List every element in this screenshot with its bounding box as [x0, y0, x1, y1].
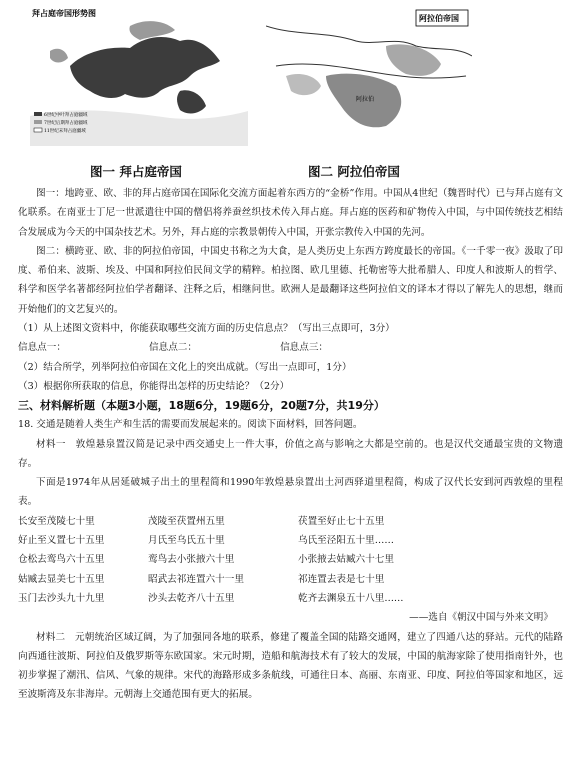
route-cell: 茂陵至茯置州五里: [148, 515, 225, 527]
route-cell: 乌氏至泾阳五十里……: [298, 535, 394, 547]
route-cell: 月氏至乌氏五十里: [148, 535, 225, 547]
info-point-3: 信息点三：: [280, 342, 329, 354]
route-cell: 昭武去祁连置六十一里: [148, 573, 244, 585]
route-cell: 长安至茂陵七十里: [18, 515, 95, 527]
route-cell: 乾齐去渊泉五十八里……: [298, 592, 404, 604]
legend-item-2: 7世纪后期拜占庭疆域: [44, 121, 88, 126]
fig2-passage: 图二：横跨亚、欧、非的阿拉伯帝国，中国史书称之为大食，是人类历史上东西方跨度最长的帝国。《一千零一夜》汲取了印度、希伯来、波斯、埃及、中国和阿拉伯民间文学的精粹。柏拉图、欧几里德、托勒密等大批希腊人、印度人和波斯人的哲学、科学和医学名著都经阿拉伯学者翻译、注释之后，相继问世。欧洲人是最翻译这些阿拉伯文的译本才得以了解先人的思想，继而开始他们的文艺复兴的。: [18, 245, 563, 315]
question-18: 18. 交通是随着人类生产和生活的需要而发展起来的。阅读下面材料，回答问题。: [18, 419, 363, 431]
question-1: （1）从上述图文资料中，你能获取哪些交流方面的历史信息点？（写出三点即可，3分）: [18, 323, 395, 335]
route-cell: 祁连置去表是七十里: [298, 573, 385, 585]
document-body: [18, 184, 563, 705]
legend-item-1: 6世纪中叶拜占庭疆域: [44, 113, 88, 118]
arab-map-title: 阿拉伯帝国: [419, 13, 459, 23]
info-points: [18, 338, 563, 357]
section-heading: 三、材料解析题（本题3小题，18题6分，19题6分，20题7分，共19分）: [18, 399, 385, 413]
info-point-2: 信息点二：: [149, 342, 197, 354]
route-cell: 姑臧去显美七十五里: [18, 573, 105, 585]
route-table: [18, 512, 563, 608]
route-row: [18, 512, 563, 531]
arab-map-label: 阿拉伯: [356, 96, 375, 103]
question-3: （3）根据你所获取的信息，你能得出怎样的历史结论？（2分）: [18, 380, 290, 392]
route-row: [18, 550, 563, 569]
byzantine-map: [30, 6, 248, 146]
material-1-detail: 下面是1974年从居延破城子出土的里程简和1990年敦煌悬泉置出土河西驿道里程简，构成了汉代长安到河西敦煌的里程表。: [18, 477, 563, 508]
route-row: [18, 570, 563, 589]
route-row: [18, 531, 563, 550]
legend-item-3: 11世纪末拜占庭疆域: [44, 129, 86, 134]
material-1-source: ——选自《朝汉中国与外来文明》: [409, 612, 553, 624]
material-1-intro: 材料一 敦煌悬泉置汉简是记录中西交通史上一件大事，价值之高与影响之大都是空前的。也是汉代交通最宝贵的文物遗存。: [18, 438, 563, 469]
route-cell: 茯置至好止七十五里: [298, 515, 385, 527]
route-cell: 好止至义置七十五里: [18, 535, 105, 547]
material-2: 材料二 元朝统治区域辽阔，为了加强同各地的联系，修建了覆盖全国的陆路交通网，建立了四通八达的驿站。元代的陆路向西通往波斯、阿拉伯及俄罗斯等东欧国家。宋元时期，造船和航海技术有了较大的发展，中国的航海家除了使用指南针外，也初步掌握了潮汛、信风、气象的规律。宋代的海路形成多条航线，可通往日本、高丽、东南亚、印度、阿拉伯等国家和地区，远至波斯湾及东非海岸。元朝海上交通范围有更大的拓展。: [18, 631, 563, 701]
figure1-caption: 图一 拜占庭帝国: [90, 164, 182, 179]
fig1-passage: 图一：地跨亚、欧、非的拜占庭帝国在国际化交流方面起着东西方的“金桥”作用。中国从4世纪（魏晋时代）已与拜占庭有文化联系。在南亚士丁尼一世派遣往中国的僧侣将养蚕丝织技术传入拜占庭。拜占庭的医药和矿物传入中国，与中国传统技艺相结合发展成为今天的中国杂技艺术。另外，拜占庭的宗教景朝传入中国，开张宗教传入中国的先河。: [18, 188, 563, 238]
route-cell: 小张掖去姑臧六十七里: [298, 554, 394, 566]
question-2: （2）结合所学，列举阿拉伯帝国在文化上的突出成就。（写出一点即可，1分）: [18, 361, 352, 373]
route-cell: 鸾鸟去小张掖六十里: [148, 554, 235, 566]
maps-area: [0, 0, 579, 185]
route-cell: 沙头去乾齐八十五里: [148, 592, 235, 604]
route-row: [18, 589, 563, 608]
info-point-1: 信息点一：: [18, 342, 66, 354]
byzantine-map-title: 拜占庭帝国形势图: [32, 8, 96, 18]
figure2-caption: 图二 阿拉伯帝国: [308, 164, 400, 179]
route-cell: 仓松去鸾鸟六十五里: [18, 554, 105, 566]
route-cell: 玉门去沙头九十九里: [18, 592, 105, 604]
arab-map: [266, 6, 472, 146]
